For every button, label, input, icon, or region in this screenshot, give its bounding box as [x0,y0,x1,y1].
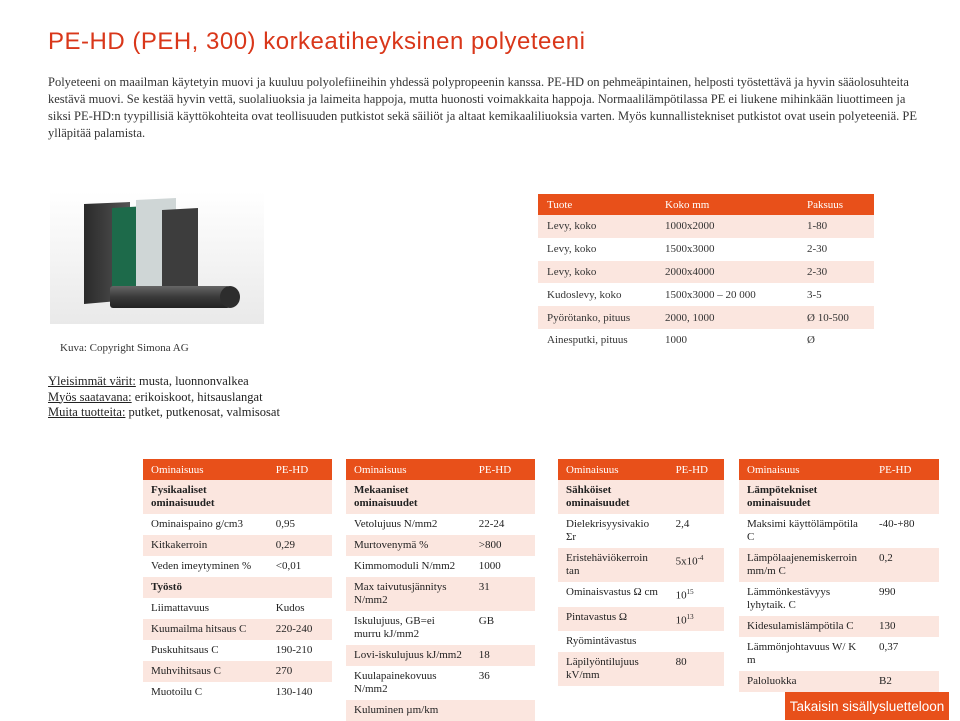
extra-info [48,374,280,421]
table-row [739,548,939,582]
page-title: PE-HD (PEH, 300) korkeatiheyksinen polyeteeni [48,28,586,55]
section-header-row [558,480,724,514]
column-header: PE-HD [668,459,724,480]
extra-label: Yleisimmät värit: [48,374,136,388]
cell: Ainesputki, pituus [538,329,656,352]
property-name: Paloluokka [739,671,871,692]
cell: Levy, koko [538,238,656,261]
property-name: Max taivutusjännitys N/mm2 [346,577,471,611]
property-value: 130 [871,616,939,637]
cell: 3-5 [798,283,874,306]
property-name: Lämmönkestävyys lyhytaik. C [739,582,871,616]
intro-paragraph: Polyeteeni on maailman käytetyin muovi ja kuuluu polyolefiineihin yhdessä polypropeenin kanssa. PE-HD on pehmeäpintainen, helposti työstettävä ja hyvin sääolosuhteita kestävä muovi. Se kestää hyvin vettä, suolaliuoksia ja laimeita happoja, mutta huonosti voimakkaita happoja. Normaalilämpötilassa PE ei liukene mihinkään liuottimeen ja siksi PE-HD:n tyypillisiä käyttökohteita ovat teollisuuden putkistot sekä säiliöt ja altaat kemikaaliliuoksia varten. Myös kunnallistekniset putkistot ovat usein polyeteeniä. PE ylläpitää palamista. [48,75,917,140]
properties-table-electrical [558,459,724,686]
table-row [143,556,332,577]
table-row [739,514,939,548]
table-row [143,682,332,703]
property-name: Ryömintävastus [558,631,668,652]
cell: 1000 [656,329,798,352]
back-to-contents-button[interactable]: Takaisin sisällysluetteloon [785,692,949,720]
table-row [538,329,874,352]
property-name: Kimmomoduli N/mm2 [346,556,471,577]
cell: Levy, koko [538,261,656,284]
property-value: 990 [871,582,939,616]
table-row [538,283,874,306]
property-name: Muotoilu C [143,682,268,703]
cell: Ø 10-500 [798,306,874,329]
property-value: 0,29 [268,535,332,556]
table-row [739,637,939,671]
table-row [538,261,874,284]
property-value: 80 [668,652,724,686]
property-value: 36 [471,666,535,700]
property-name: Lämmönjohtavuus W/ K m [739,637,871,671]
property-value [268,480,332,514]
table-row [538,306,874,329]
table-row [558,652,724,686]
column-header: PE-HD [268,459,332,480]
property-value: 130-140 [268,682,332,703]
property-value [268,577,332,598]
property-value: 0,95 [268,514,332,535]
property-value: <0,01 [268,556,332,577]
property-value: 22-24 [471,514,535,535]
property-name: Kidesulamislämpötila C [739,616,871,637]
property-name: Läpilyöntilujuus kV/mm [558,652,668,686]
cell: 1000x2000 [656,215,798,238]
property-name: Iskulujuus, GB=ei murru kJ/mm2 [346,611,471,645]
section-header-row [346,480,535,514]
column-header: PE-HD [871,459,939,480]
extra-colors [48,374,280,390]
section-header-row [739,480,939,514]
property-value: >800 [471,535,535,556]
cell: 2000, 1000 [656,306,798,329]
property-name: Lämpölaajenemiskerroin mm/m C [739,548,871,582]
property-name: Kuumailma hitsaus C [143,619,268,640]
column-header: PE-HD [471,459,535,480]
table-row [143,640,332,661]
property-name: Eristehäviökerroin tan [558,548,668,582]
product-sizes-table [538,194,874,352]
column-header: Ominaisuus [739,459,871,480]
table-row [346,611,535,645]
extra-available [48,390,280,406]
column-header: Ominaisuus [143,459,268,480]
cell: 2-30 [798,238,874,261]
extra-value: erikoiskoot, hitsauslangat [131,389,263,404]
cell: 1-80 [798,215,874,238]
table-row [143,535,332,556]
property-name: Dielekrisyysivakio Σr [558,514,668,548]
table-row [739,582,939,616]
property-name: Työstö [143,577,268,598]
property-value: -40-+80 [871,514,939,548]
column-header: Koko mm [656,194,798,215]
column-header: Tuote [538,194,656,215]
product-photo [50,192,264,324]
properties-table-thermal [739,459,939,692]
extra-products [48,405,280,421]
photo-caption: Kuva: Copyright Simona AG [60,342,189,354]
section-header-row [143,577,332,598]
property-value: 2,4 [668,514,724,548]
property-name: Ominaisvastus Ω cm [558,582,668,607]
property-name: Ominaispaino g/cm3 [143,514,268,535]
cell: 2-30 [798,261,874,284]
property-value: Kudos [268,598,332,619]
property-value: 0,37 [871,637,939,671]
property-name: Lämpötekniset ominaisuudet [739,480,871,514]
property-name: Mekaaniset ominaisuudet [346,480,471,514]
cell: Ø [798,329,874,352]
table-row [346,556,535,577]
table-row [739,671,939,692]
table-row [143,661,332,682]
table-row [558,582,724,607]
table-row [558,607,724,632]
cell: Pyörötanko, pituus [538,306,656,329]
properties-table-mechanical [346,459,535,721]
property-value: $5x10^{-4}$ [668,548,724,582]
table-row [143,598,332,619]
cell: 2000x4000 [656,261,798,284]
property-name: Veden imeytyminen % [143,556,268,577]
table-row [346,645,535,666]
table-row [538,215,874,238]
property-name: Kuulapainekovuus N/mm2 [346,666,471,700]
table-row [143,514,332,535]
table-row [739,616,939,637]
column-header: Paksuus [798,194,874,215]
cell: 1500x3000 [656,238,798,261]
properties-table-physical [143,459,332,703]
property-value: 31 [471,577,535,611]
table-row [346,514,535,535]
property-value [471,480,535,514]
table-row [346,666,535,700]
property-name: Kuluminen µm/km [346,700,471,721]
property-value: GB [471,611,535,645]
table-row [346,577,535,611]
extra-value: musta, luonnonvalkea [135,374,249,388]
property-value [668,631,724,652]
property-name: Muhvihitsaus C [143,661,268,682]
property-name: Kitkakerroin [143,535,268,556]
property-name: Pintavastus Ω [558,607,668,632]
column-header: Ominaisuus [558,459,668,480]
cell: Levy, koko [538,215,656,238]
property-name: Fysikaaliset ominaisuudet [143,480,268,514]
section-header-row [143,480,332,514]
property-name: Sähköiset ominaisuudet [558,480,668,514]
table-row [346,700,535,721]
property-value: $10^{15}$ [668,582,724,607]
property-value: 1000 [471,556,535,577]
property-name: Lovi-iskulujuus kJ/mm2 [346,645,471,666]
table-row [558,631,724,652]
property-value [471,700,535,721]
property-value: 18 [471,645,535,666]
property-name: Puskuhitsaus C [143,640,268,661]
property-name: Liimattavuus [143,598,268,619]
cell: Kudoslevy, koko [538,283,656,306]
property-name: Vetolujuus N/mm2 [346,514,471,535]
property-name: Maksimi käyttölämpötila C [739,514,871,548]
table-row [143,619,332,640]
property-value [871,480,939,514]
property-value: 0,2 [871,548,939,582]
property-value: B2 [871,671,939,692]
extra-label: Muita tuotteita: [48,405,126,419]
table-row [558,548,724,582]
extra-label: Myös saatavana: [48,389,132,404]
cell: 1500x3000 – 20 000 [656,283,798,306]
table-row [558,514,724,548]
property-value [668,480,724,514]
property-value: 190-210 [268,640,332,661]
extra-value: putket, putkenosat, valmisosat [125,405,280,419]
table-row [538,238,874,261]
property-value: $10^{13}$ [668,607,724,632]
property-name: Murtovenymä % [346,535,471,556]
property-value: 270 [268,661,332,682]
column-header: Ominaisuus [346,459,471,480]
table-row [346,535,535,556]
property-value: 220-240 [268,619,332,640]
